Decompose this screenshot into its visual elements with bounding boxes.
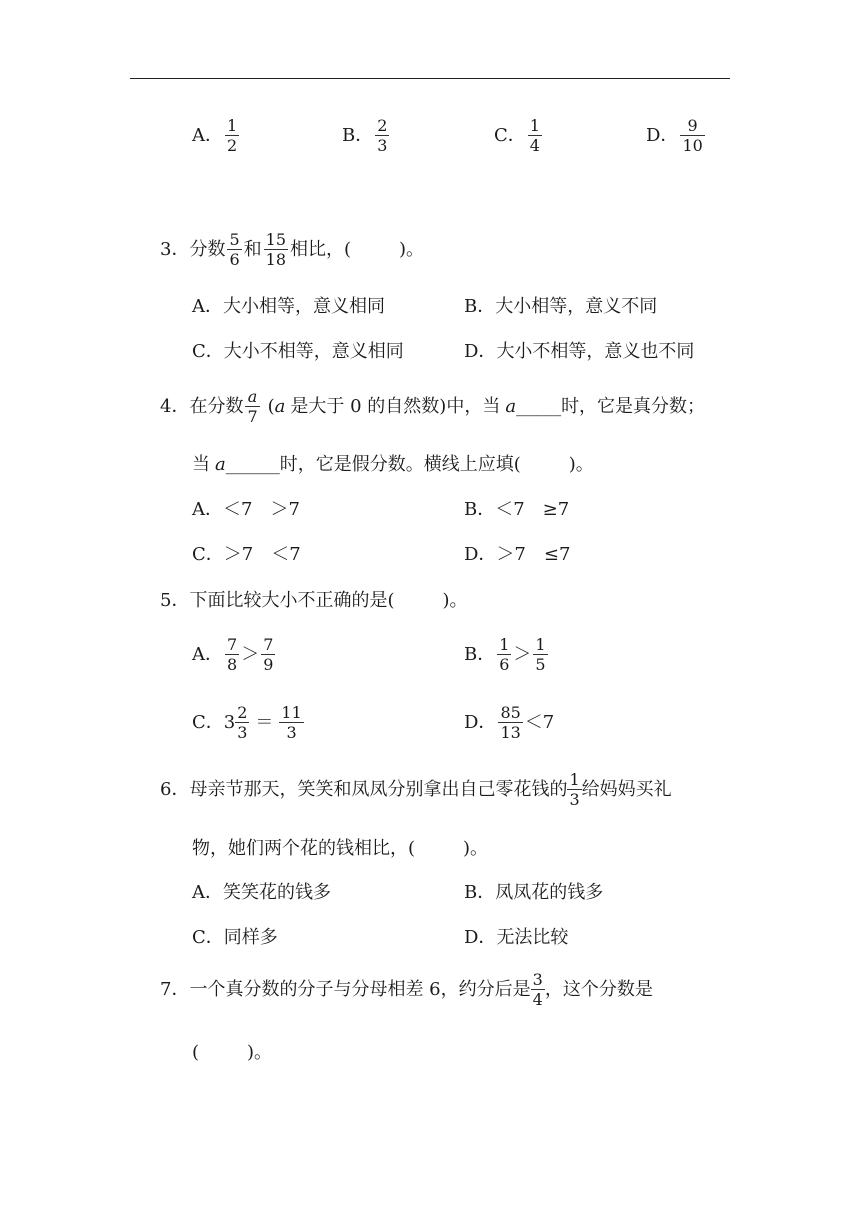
question-number: 3． (160, 238, 190, 260)
q3-option-b[interactable]: B．大小相等，意义不同 (464, 296, 658, 317)
header-rule (130, 78, 730, 79)
q4-option-d[interactable]: D．＞7 ≤7 (464, 544, 571, 565)
q3-stem: 3． 分数 $\frac{5}{6}$ 和 $\frac{15}{18}$ 相比，( )。 (160, 230, 425, 269)
q4-option-a[interactable]: A．＜7 ＞7 (192, 499, 300, 520)
fraction: $\frac{3}{4}$ (532, 970, 543, 1009)
question-number: 5． (160, 590, 190, 611)
q5-option-a[interactable]: A． $\frac{7}{8}$ ＞ $\frac{7}{9}$ (192, 635, 274, 674)
fraction: $\frac{1}{4}$ (529, 116, 540, 155)
fraction: $\frac{a}{7}$ (247, 387, 258, 426)
q7-stem-line1: 7． 一个真分数的分子与分母相差 6，约分后是 $\frac{3}{4}$ ，这个分数是 (160, 970, 653, 1009)
q5-option-b[interactable]: B． $\frac{1}{6}$ ＞ $\frac{1}{5}$ (464, 635, 546, 674)
q5-stem: 5． 下面比较大小不正确的是( )。 (160, 590, 468, 611)
q2-option-c[interactable] (494, 116, 544, 155)
question-number: 4． (160, 395, 190, 417)
q4-option-c[interactable]: C．＞7 ＜7 (192, 544, 301, 565)
q6-stem-line1: 6． 母亲节那天，笑笑和凤凤分别拿出自己零花钱的 $\frac{1}{3}$ 给妈妈买礼 (160, 770, 672, 809)
fraction: $\frac{15}{18}$ (265, 230, 286, 269)
q4-stem-line1: 4． 在分数 $\frac{a}{7}$ ( a 是大于 0 的自然数)中，当 a _____时，它是真分数； (160, 387, 706, 426)
q2-option-d[interactable] (646, 116, 707, 155)
q6-option-a[interactable]: A．笑笑花的钱多 (192, 882, 331, 903)
q3-option-a[interactable]: A．大小相等，意义相同 (192, 296, 385, 317)
question-number: 6． (160, 778, 190, 800)
option-label: B． (342, 124, 374, 146)
fraction: $\frac{1}{2}$ (227, 116, 238, 155)
fraction: $\frac{2}{3}$ (237, 703, 248, 742)
fraction: $\frac{1}{6}$ (499, 635, 510, 674)
q2-option-a[interactable] (192, 116, 241, 155)
fraction: $\frac{5}{6}$ (229, 230, 240, 269)
q3-option-d[interactable]: D．大小不相等，意义也不同 (464, 341, 695, 362)
q4-option-b[interactable]: B．＜7 ≥7 (464, 499, 570, 520)
fraction: $\frac{7}{8}$ (227, 635, 238, 674)
q5-option-d[interactable]: D． $\frac{85}{13}$ ＜7 (464, 703, 555, 742)
q6-option-c[interactable]: C．同样多 (192, 927, 278, 948)
fraction: $\frac{1}{5}$ (535, 635, 546, 674)
fraction: $\frac{85}{13}$ (500, 703, 521, 742)
q5-option-c[interactable]: C． 3 $\frac{2}{3}$ ＝ $\frac{11}{3}$ (192, 703, 302, 742)
q4-stem-line2: 当 a ______时，它是假分数。横线上应填( )。 (192, 454, 594, 475)
q6-stem-line2: 物，她们两个花的钱相比，( )。 (192, 838, 489, 859)
fraction: $\frac{7}{9}$ (263, 635, 274, 674)
fraction: $\frac{9}{10}$ (682, 116, 703, 155)
q2-option-b[interactable] (342, 116, 391, 155)
q6-option-b[interactable]: B．凤凤花的钱多 (464, 882, 604, 903)
q7-stem-line2: ( )。 (192, 1042, 273, 1063)
question-number: 7． (160, 978, 190, 1000)
option-label: D． (646, 124, 679, 146)
fraction: $\frac{11}{3}$ (281, 703, 302, 742)
q3-option-c[interactable]: C．大小不相等，意义相同 (192, 341, 404, 362)
fraction: $\frac{1}{3}$ (569, 770, 580, 809)
option-label: A． (192, 124, 223, 146)
option-label: C． (494, 124, 526, 146)
q6-option-d[interactable]: D．无法比较 (464, 927, 569, 948)
fraction: $\frac{2}{3}$ (377, 116, 388, 155)
